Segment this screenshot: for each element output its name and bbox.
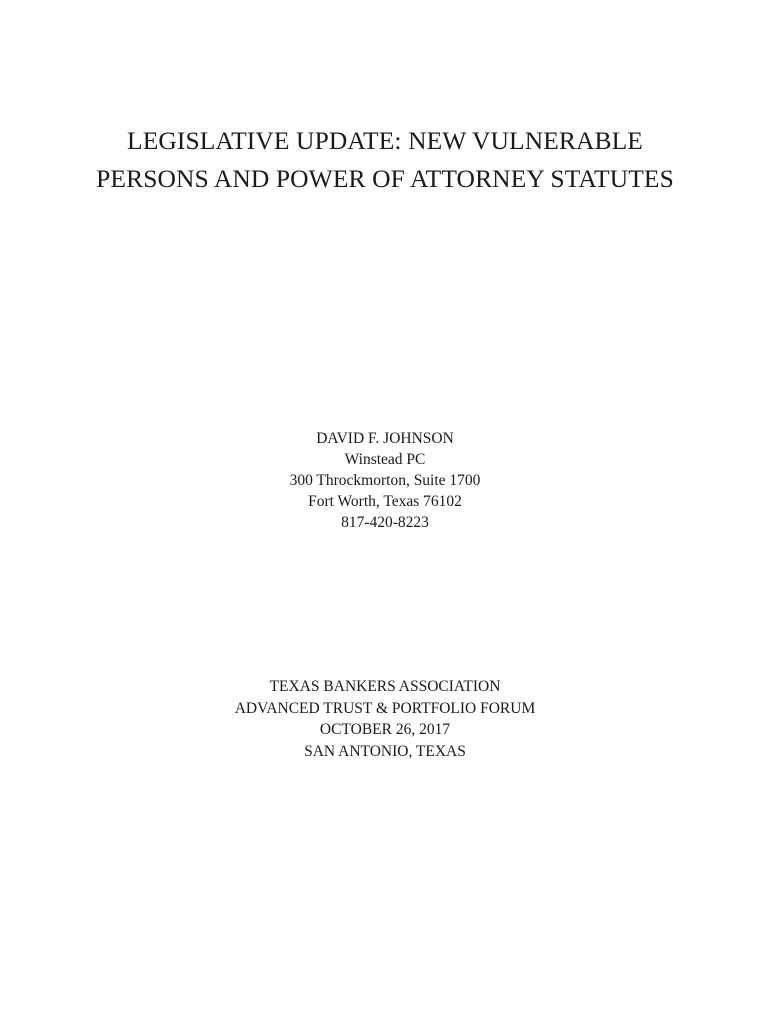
event-location: SAN ANTONIO, TEXAS xyxy=(304,742,466,760)
event-forum: ADVANCED TRUST & PORTFOLIO FORUM xyxy=(234,699,536,717)
title-line-2: PERSONS AND POWER OF ATTORNEY STATUTES xyxy=(96,164,674,193)
author-city: Fort Worth, Texas 76102 xyxy=(308,493,462,510)
event-info xyxy=(0,676,770,762)
title-line-1: LEGISLATIVE UPDATE: NEW VULNERABLE xyxy=(127,126,643,155)
author-info xyxy=(0,428,770,533)
author-address: 300 Throckmorton, Suite 1700 xyxy=(289,472,481,489)
document-title xyxy=(0,122,770,198)
event-date: OCTOBER 26, 2017 xyxy=(319,721,451,738)
author-phone: 817-420-8223 xyxy=(341,514,429,531)
author-firm: Winstead PC xyxy=(344,451,426,468)
event-organization: TEXAS BANKERS ASSOCIATION xyxy=(269,678,501,695)
author-name: DAVID F. JOHNSON xyxy=(316,430,454,447)
